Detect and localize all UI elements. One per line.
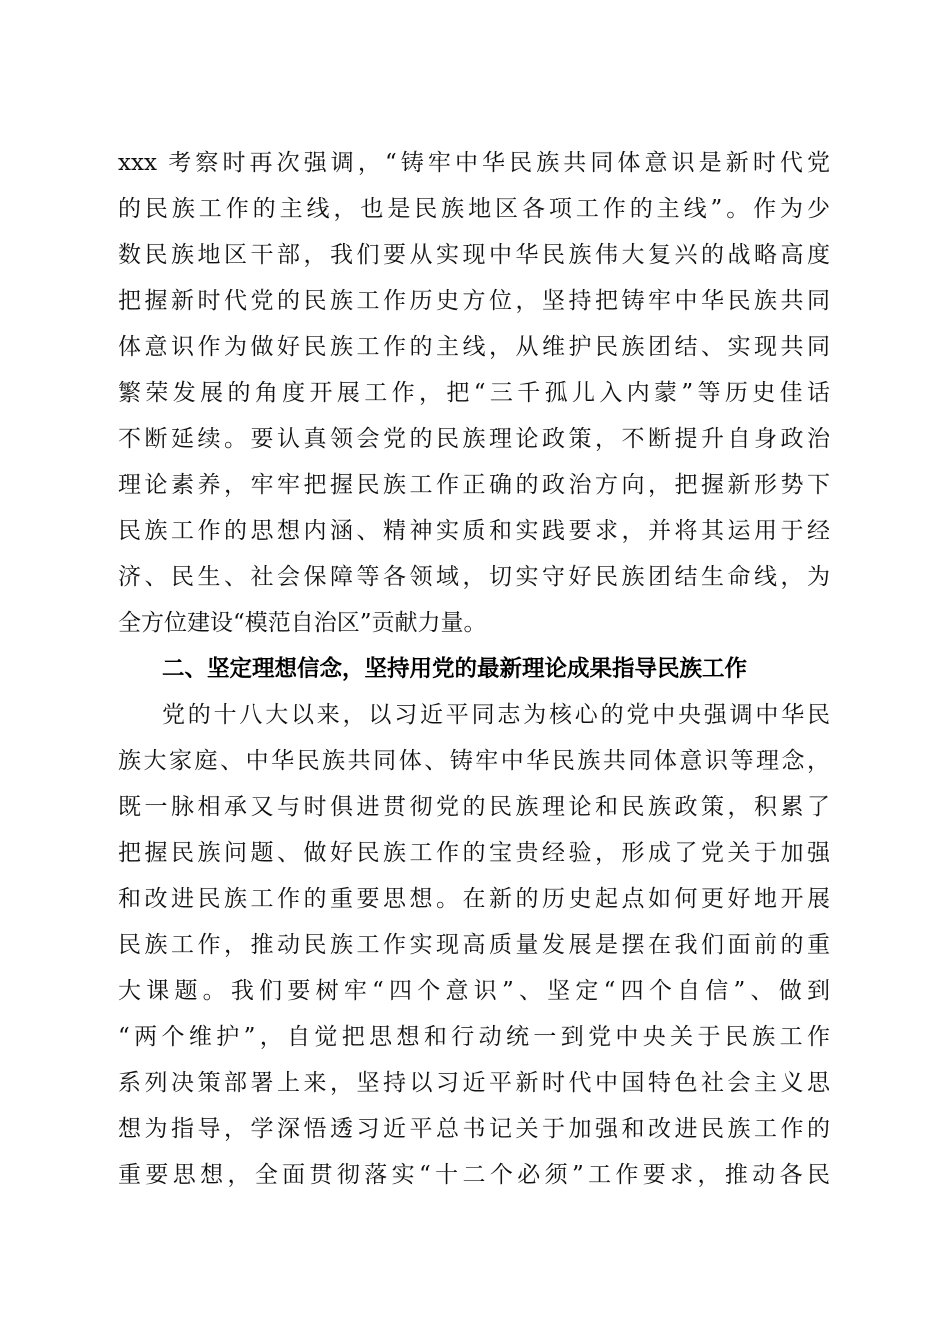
paragraph-1-line-1: xxx 考察时再次强调，“铸牢中华民族共同体意识是新时代党 <box>118 150 830 176</box>
section-heading-2: 二、坚定理想信念，坚持用党的最新理论成果指导民族工作 <box>162 656 748 682</box>
document-body <box>118 140 830 1198</box>
paragraph-1-line-3: 数民族地区干部，我们要从实现中华民族伟大复兴的战略高度 <box>118 242 830 268</box>
paragraph-1-line-2: 的民族工作的主线，也是民族地区各项工作的主线”。作为少 <box>118 196 830 222</box>
paragraph-2-line-6: 民族工作，推动民族工作实现高质量发展是摆在我们面前的重 <box>118 932 830 958</box>
paragraph-2-line-3: 既一脉相承又与时俱进贯彻党的民族理论和民族政策，积累了 <box>118 794 830 820</box>
paragraph-1-line-5: 体意识作为做好民族工作的主线，从维护民族团结、实现共同 <box>118 334 830 360</box>
paragraph-1-line-4: 把握新时代党的民族工作历史方位，坚持把铸牢中华民族共同 <box>118 288 830 314</box>
paragraph-2-line-9: 系列决策部署上来，坚持以习近平新时代中国特色社会主义思 <box>118 1070 830 1096</box>
paragraph-2-line-7: 大课题。我们要树牢“四个意识”、坚定“四个自信”、做到 <box>118 978 830 1004</box>
paragraph-1-line-6: 繁荣发展的角度开展工作，把“三千孤儿入内蒙”等历史佳话 <box>118 380 830 406</box>
paragraph-2-line-8: “两个维护”，自觉把思想和行动统一到党中央关于民族工作 <box>118 1024 830 1050</box>
paragraph-2-line-4: 把握民族问题、做好民族工作的宝贵经验，形成了党关于加强 <box>118 840 830 866</box>
paragraph-1-line-7: 不断延续。要认真领会党的民族理论政策，不断提升自身政治 <box>118 426 830 452</box>
paragraph-1-line-8: 理论素养，牢牢把握民族工作正确的政治方向，把握新形势下 <box>118 472 830 498</box>
paragraph-2-line-2: 族大家庭、中华民族共同体、铸牢中华民族共同体意识等理念， <box>118 748 830 774</box>
paragraph-2-line-11: 重要思想，全面贯彻落实“十二个必须”工作要求，推动各民 <box>118 1162 830 1188</box>
paragraph-2-line-1: 党的十八大以来，以习近平同志为核心的党中央强调中华民 <box>162 702 830 728</box>
paragraph-1-line-10: 济、民生、社会保障等各领域，切实守好民族团结生命线，为 <box>118 564 830 590</box>
paragraph-1-line-9: 民族工作的思想内涵、精神实质和实践要求，并将其运用于经 <box>118 518 830 544</box>
paragraph-2-line-10: 想为指导，学深悟透习近平总书记关于加强和改进民族工作的 <box>118 1116 830 1142</box>
paragraph-2-line-5: 和改进民族工作的重要思想。在新的历史起点如何更好地开展 <box>118 886 830 912</box>
paragraph-1-line-11: 全方位建设“模范自治区”贡献力量。 <box>118 610 487 636</box>
